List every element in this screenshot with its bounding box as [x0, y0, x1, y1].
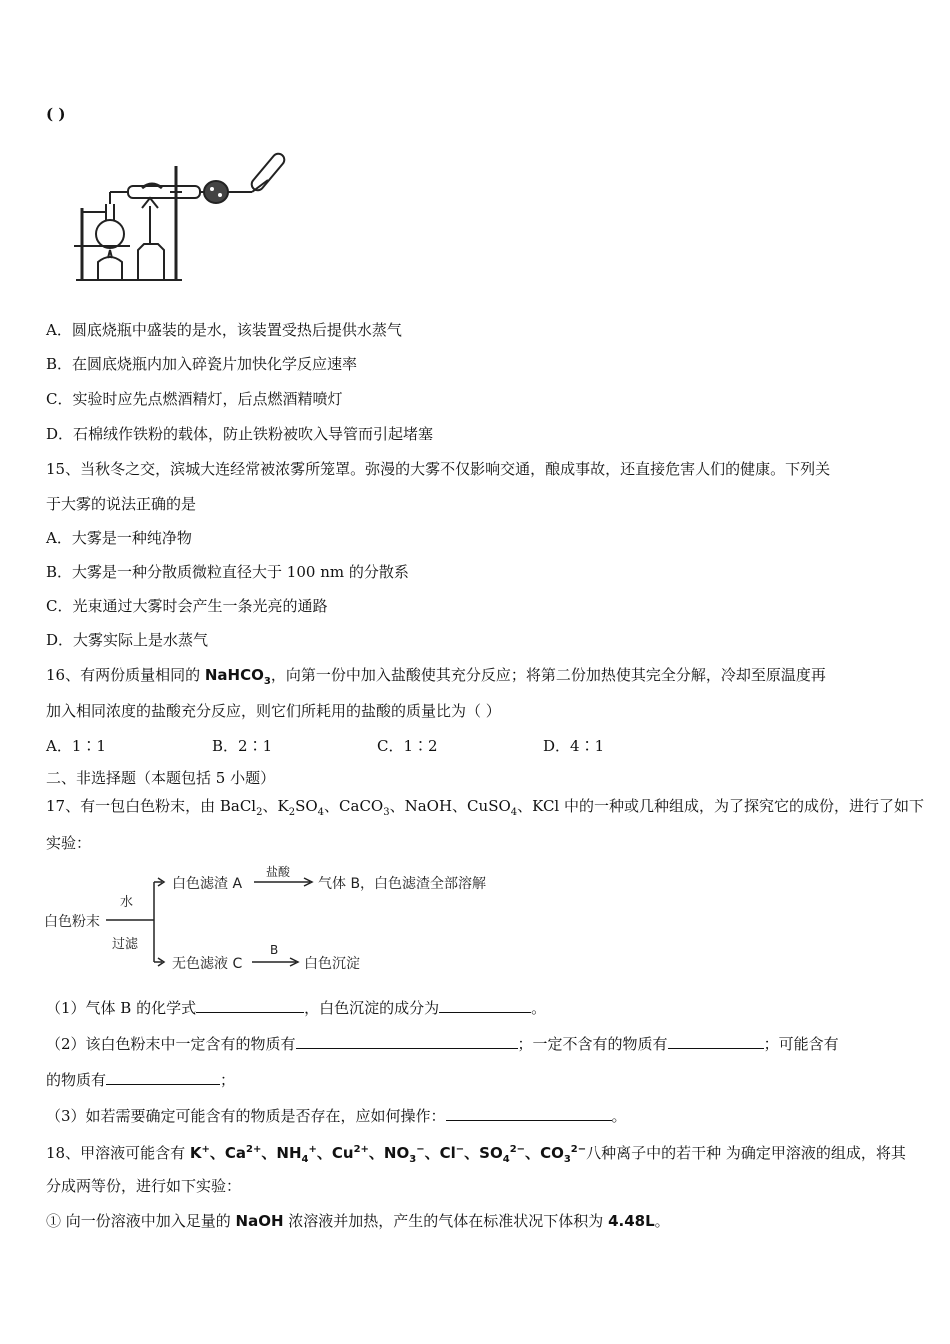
- q17-sub1-end: 。: [531, 999, 547, 1017]
- ion-co3: CO: [540, 1144, 564, 1162]
- flow-acid: 盐酸: [266, 865, 291, 879]
- q17-sub3: [46, 1106, 627, 1126]
- flow-start: 白色粉末: [44, 914, 100, 930]
- sep4: 、: [368, 1144, 384, 1162]
- ion-cl-charge: −: [455, 1144, 465, 1155]
- q16-pre: 16、有两份质量相同的: [46, 666, 205, 684]
- ion-so4-charge: 2−: [509, 1144, 526, 1155]
- q15-stem-line1: 15、当秋冬之交，滨城大连经常被浓雾所笼罩。弥漫的大雾不仅影响交通，酿成事故，还直接危害人们的健康。下列关: [46, 460, 831, 478]
- ion-nh4: NH: [276, 1144, 302, 1162]
- q16-stem-line2: 加入相同浓度的盐酸充分反应，则它们所耗用的盐酸的质量比为（ ）: [46, 702, 501, 720]
- q16-formula-text: NaHCO: [204, 666, 264, 684]
- q18-stem-line1: [46, 1140, 906, 1170]
- q17-sub2-mid: ；一定不含有的物质有: [517, 1035, 668, 1053]
- ion-nh4-sub: 4: [301, 1154, 309, 1165]
- q17-stem-line1: [46, 796, 924, 823]
- q16-stem-line1: [46, 665, 826, 692]
- drying-bulb: [204, 181, 228, 203]
- flow-residue-a: 白色滤渣 A: [172, 876, 243, 892]
- q16-option-c: C．1∶2: [377, 737, 438, 755]
- q17-pre: 17、有一包白色粉末，由 BaCl: [46, 797, 257, 815]
- ion-cu-charge: 2+: [353, 1144, 369, 1155]
- flow-filter: 过滤: [112, 937, 139, 952]
- q18-stem-line2: 分成两等份，进行如下实验：: [46, 1177, 242, 1195]
- q17-sub2-tail: ；可能含有: [763, 1035, 839, 1053]
- q18-step1-end: 。: [654, 1212, 670, 1230]
- ion-so4-sub: 4: [502, 1154, 510, 1165]
- flow-water: 水: [120, 895, 134, 910]
- q14-option-a: A．圆底烧瓶中盛装的是水，该装置受热后提供水蒸气: [46, 321, 402, 339]
- ion-k-charge: +: [201, 1144, 210, 1155]
- q15-stem-line2: 于大雾的说法正确的是: [46, 495, 197, 513]
- q17-flow-diagram: [44, 860, 514, 978]
- sep7: 、: [525, 1144, 541, 1162]
- q17-sub2-line1: [46, 1034, 839, 1054]
- flow-result-a: 气体 B，白色滤渣全部溶解: [318, 876, 487, 892]
- ion-nh4-charge: +: [308, 1144, 317, 1155]
- blast-lamp: [138, 244, 164, 280]
- q17-sub3-end: 。: [611, 1107, 627, 1125]
- q18-ions: [189, 1144, 587, 1165]
- flow-reagent-b: B: [270, 943, 279, 957]
- q14-option-c: C．实验时应先点燃酒精灯，后点燃酒精喷灯: [46, 390, 343, 408]
- q17-stem-line2: 实验：: [46, 834, 92, 852]
- q17-mid3: 、CaCO: [324, 797, 384, 815]
- q17-mid4: 、NaOH、CuSO: [389, 797, 511, 815]
- q16-option-b: B．2∶1: [212, 737, 273, 755]
- answer-blank-operation[interactable]: [446, 1106, 612, 1121]
- ion-co3-sub: 3: [563, 1154, 571, 1165]
- q17-sub1: 2: [256, 807, 263, 818]
- ion-cu: Cu: [331, 1144, 354, 1162]
- answer-blank-must-contain[interactable]: [296, 1034, 518, 1049]
- q14-option-d: D．石棉绒作铁粉的载体，防止铁粉被吹入导管而引起堵塞: [46, 425, 434, 443]
- q15-option-d: D．大雾实际上是水蒸气: [46, 631, 209, 649]
- q16-option-d: D．4∶1: [543, 737, 605, 755]
- answer-blank-precipitate[interactable]: [439, 998, 531, 1013]
- q18-pre: 18、甲溶液可能含有: [46, 1144, 190, 1162]
- section-2-title: 二、非选择题（本题包括 5 小题）: [46, 769, 276, 787]
- answer-blank-must-not-contain[interactable]: [668, 1034, 764, 1049]
- q16-formula: [204, 666, 271, 687]
- q17-sub1-mid: ，白色沉淀的成分为: [304, 999, 440, 1017]
- answer-blank-may-contain[interactable]: [106, 1070, 220, 1085]
- q17-sub2-label: （2）该白色粉末中一定含有的物质有: [46, 1035, 296, 1053]
- q17-sub3-label: （3）如若需要确定可能含有的物质是否存在，应如何操作：: [46, 1107, 446, 1125]
- ion-k: K: [189, 1144, 202, 1162]
- q15-option-c: C．光束通过大雾时会产生一条光亮的通路: [46, 597, 328, 615]
- q17-post: 、KCl 中的一种或几种组成，为了探究它的成份，进行了如下: [517, 797, 925, 815]
- ion-cl: Cl: [439, 1144, 456, 1162]
- q17-sub2-cont: 的物质有: [46, 1071, 107, 1089]
- sep1: 、: [209, 1144, 225, 1162]
- ion-no3-sub: 3: [409, 1154, 417, 1165]
- q18-step1-volume: 4.48L: [608, 1212, 655, 1230]
- ion-ca-charge: 2+: [246, 1144, 262, 1155]
- ion-no3: NO: [383, 1144, 410, 1162]
- q18-tail: 八种离子中的若干种 为确定甲溶液的组成，将其: [586, 1144, 906, 1162]
- sep5: 、: [424, 1144, 440, 1162]
- q16-options: [46, 736, 604, 756]
- alcohol-lamp: [98, 257, 122, 280]
- q18-step1-pre: ① 向一份溶液中加入足量的: [46, 1212, 236, 1230]
- q17-sub3: 4: [317, 807, 325, 818]
- q17-sub4: 3: [383, 807, 390, 818]
- sep2: 、: [261, 1144, 277, 1162]
- answer-blank-gas-b[interactable]: [196, 998, 304, 1013]
- sep3: 、: [316, 1144, 332, 1162]
- ion-no3-charge: −: [416, 1144, 425, 1155]
- reaction-tube: [128, 186, 200, 198]
- apparatus-figure: [72, 146, 304, 286]
- q16-post: ，向第一份中加入盐酸使其充分反应；将第二份加热使其完全分解，冷却至原温度再: [270, 666, 826, 684]
- ion-so4: SO: [479, 1144, 503, 1162]
- q17-sub1-label: （1）气体 B 的化学式: [46, 999, 197, 1017]
- flow-filtrate-c: 无色滤液 C: [172, 956, 243, 972]
- q16-formula-sub: 3: [263, 676, 271, 687]
- q18-step1-mid: 浓溶液并加热，产生的气体在标准状况下体积为: [283, 1212, 609, 1230]
- round-bottom-flask: [96, 220, 124, 248]
- test-tube: [249, 151, 286, 192]
- q17-sub5: 4: [510, 807, 518, 818]
- q17-mid1: 、K: [262, 797, 289, 815]
- q18-step1-naoh: NaOH: [235, 1212, 284, 1230]
- sep6: 、: [464, 1144, 480, 1162]
- q15-option-b: B．大雾是一种分散质微粒直径大于 100 nm 的分散系: [46, 563, 409, 581]
- q17-sub1: [46, 998, 546, 1018]
- q17-mid2: SO: [295, 797, 318, 815]
- ion-co3-charge: 2−: [570, 1144, 587, 1155]
- ion-ca: Ca: [224, 1144, 247, 1162]
- q15-option-a: A．大雾是一种纯净物: [46, 529, 192, 547]
- q17-sub2: 2: [288, 807, 296, 818]
- q14-option-b: B．在圆底烧瓶内加入碎瓷片加快化学反应速率: [46, 355, 358, 373]
- flow-result-c: 白色沉淀: [304, 956, 360, 972]
- answer-paren: ( ): [46, 105, 66, 123]
- q18-step1: [46, 1211, 670, 1231]
- q17-sub2-line2: [46, 1070, 235, 1090]
- q16-option-a: A．1∶1: [46, 737, 106, 755]
- q17-sub2-end: ；: [220, 1071, 236, 1089]
